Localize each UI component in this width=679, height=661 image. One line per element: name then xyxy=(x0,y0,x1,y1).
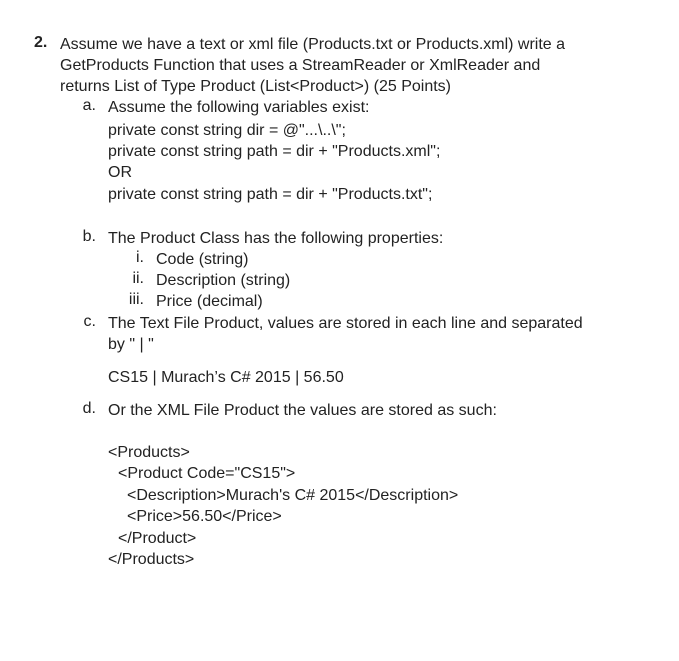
xml-line-2: <Product Code="CS15"> xyxy=(118,465,296,482)
item-a-text-line-5: private const string path = dir + "Products.txt"; xyxy=(108,186,433,203)
item-a-text-line-2: private const string dir = @"...\..\"; xyxy=(108,122,346,139)
item-c-marker: c. xyxy=(83,313,96,330)
xml-line-4: <Price>56.50</Price> xyxy=(127,508,282,525)
item-b-sub-iii-marker: iii. xyxy=(128,291,144,308)
question-number: 2. xyxy=(34,34,48,51)
item-b-sub-ii-marker: ii. xyxy=(132,270,144,287)
question-text-line-2: GetProducts Function that uses a StreamReader or XmlReader and xyxy=(60,57,541,74)
xml-line-3: <Description>Murach's C# 2015</Description> xyxy=(127,487,459,504)
item-b-sub-iii-text: Price (decimal) xyxy=(156,293,263,310)
xml-line-6: </Products> xyxy=(108,551,195,568)
item-c-example: CS15 | Murach’s C# 2015 | 56.50 xyxy=(108,369,344,386)
item-c-text-line-2: by " | " xyxy=(108,336,154,353)
item-d-text-line-1: Or the XML File Product the values are stored as such: xyxy=(108,402,497,419)
item-b-text-line-1: The Product Class has the following properties: xyxy=(108,230,444,247)
xml-line-1: <Products> xyxy=(108,444,190,461)
item-b-marker: b. xyxy=(82,228,96,245)
item-a-text-line-1: Assume the following variables exist: xyxy=(108,99,370,116)
item-a-marker: a. xyxy=(82,97,96,114)
item-c-text-line-1: The Text File Product, values are stored in each line and separated xyxy=(108,315,583,332)
item-b-sub-i-marker: i. xyxy=(136,249,144,266)
item-a-text-line-4: OR xyxy=(108,164,132,181)
xml-line-5: </Product> xyxy=(118,530,197,547)
question-text-line-3: returns List of Type Product (List<Product>) (25 Points) xyxy=(60,78,451,95)
item-b-sub-i-text: Code (string) xyxy=(156,251,249,268)
item-b-sub-ii-text: Description (string) xyxy=(156,272,291,289)
item-a-text-line-3: private const string path = dir + "Products.xml"; xyxy=(108,143,441,160)
question-text-line-1: Assume we have a text or xml file (Products.txt or Products.xml) write a xyxy=(60,36,566,53)
item-d-marker: d. xyxy=(82,400,96,417)
